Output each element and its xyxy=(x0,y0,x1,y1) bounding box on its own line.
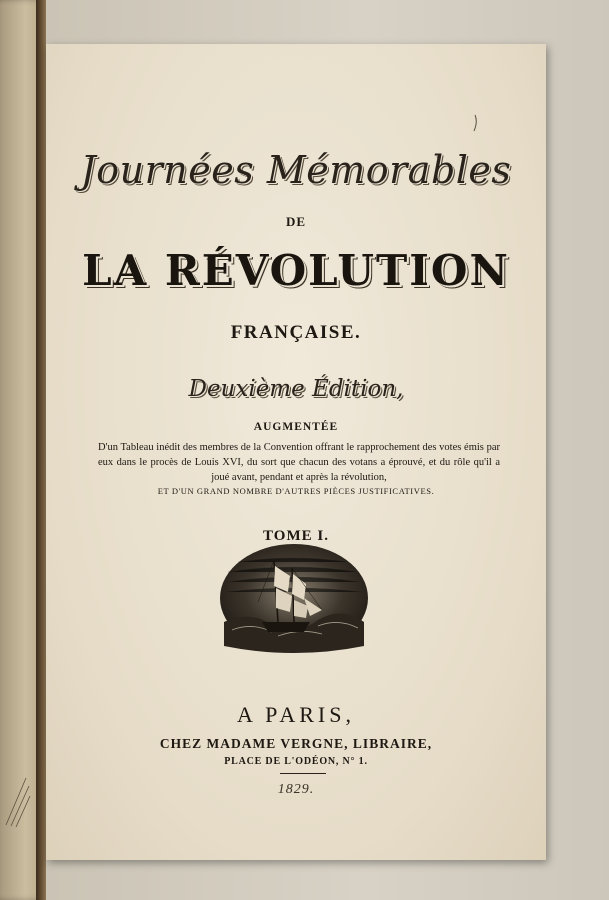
publication-year: 1829. xyxy=(277,782,315,797)
description-paragraph: D'un Tableau inédit des membres de la Convention offrant le rapprochement des votes émis par eux dans le procès de Louis XVI, du sort que chacun des votans a éprouvé, et du rôle qu'il a joué avant, pendant et après la révolution, xyxy=(98,442,500,483)
edition-statement: Deuxième Édition, xyxy=(188,376,404,402)
main-title: LA RÉVOLUTION xyxy=(82,246,510,295)
book-spine-edge xyxy=(36,0,46,900)
divider-rule xyxy=(280,773,326,774)
place-of-publication: A PARIS, xyxy=(236,702,355,727)
title-script: Journées Mémorables xyxy=(80,148,512,192)
publisher-address: PLACE DE L'ODÉON, N° 1. xyxy=(224,756,368,767)
title-francaise: FRANÇAISE. xyxy=(230,322,362,343)
additional-pieces-line: ET D'UN GRAND NOMBRE D'AUTRES PIÈCES JUSTIFICATIVES. xyxy=(157,486,435,496)
publisher-line: CHEZ MADAME VERGNE, LIBRAIRE, xyxy=(159,736,433,751)
sailing-ship-vignette-icon xyxy=(218,542,370,656)
pencil-mark-icon xyxy=(470,114,480,132)
augmentee-heading: AUGMENTÉE xyxy=(253,421,339,433)
title-page xyxy=(46,44,546,860)
volume-number: TOME I. xyxy=(263,528,329,544)
title-de: DE xyxy=(285,214,307,229)
pencil-notes-icon xyxy=(2,770,32,830)
